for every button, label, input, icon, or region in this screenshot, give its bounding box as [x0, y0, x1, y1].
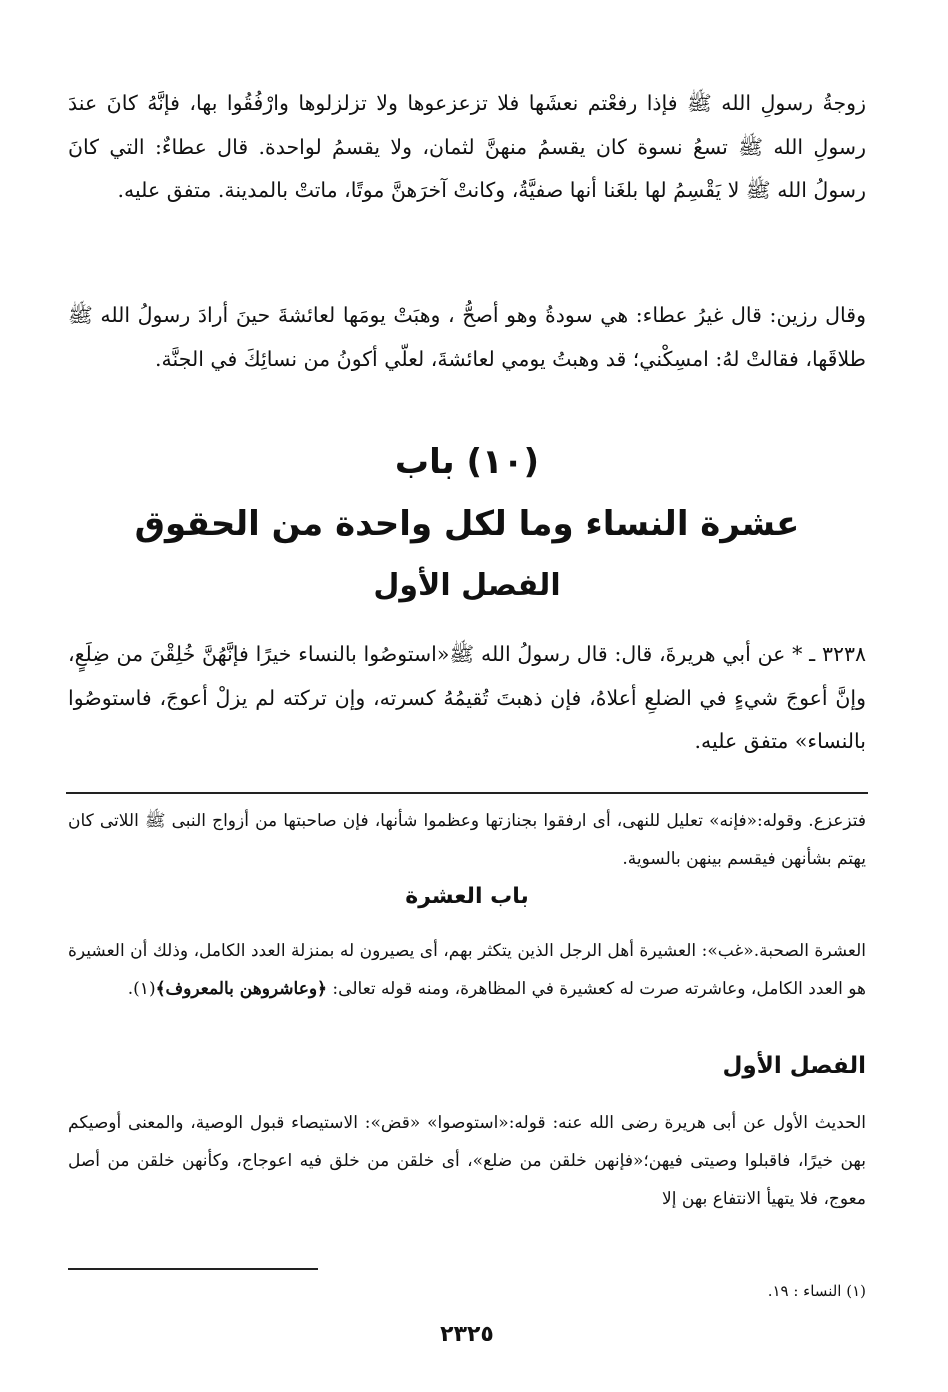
commentary-chapter-heading: باب العشرة	[405, 884, 529, 909]
chapter-number: (١٠) باب	[394, 442, 540, 482]
hadith-continuation-paragraph: زوجةُ رسولِ الله ﷺ فإذا رفعْتم نعشَها فلا تزعزعوها ولا تزلزلوها وارْفُقُوا بها، فإنَّهُ كانَ عندَ رسولِ الله ﷺ تسعُ نسوة كان يقسمُ منهنَّ لثمان، ولا يقسمُ لواحدة. قال عطاءٌ: التي كانَ رسولُ الله ﷺ لا يَقْسِمُ لها بلغَنا أنها صفيَّةُ، وكانتْ آخرَهنَّ موتًا، ماتتْ بالمدينة. متفق عليه.	[68, 91, 866, 202]
commentary-paragraph-3: الحديث الأول عن أبى هريرة رضى الله عنه: قوله:«استوصوا» «قض»: الاستيصاء قبول الوصية، والمعنى أوصيكم بهن خيرًا، فاقبلوا وصيتى فيهن؛«فإنهن خلقن من ضلع»، أى خلقن من خلق فيه اعوجاج، وكأنهن خلقن من أصل معوج، فلا يتهيأ الانتفاع بهن إلا	[68, 1113, 866, 1209]
hadith-3238-paragraph: ٣٢٣٨ ـ * عن أبي هريرةَ، قال: قال رسولُ الله ﷺ«استوصُوا بالنساء خيرًا فإنَّهُنَّ خُلِقْنَ من ضِلَعٍ، وإنَّ أعوجَ شيءٍ في الضلعِ أعلاهُ، فإن ذهبتَ تُقيمُهُ كسرته، وإن تركته لم يزلْ أعوجَ، فاستوصُوا بالنساء» متفق عليه.	[68, 642, 866, 753]
razin-narration-paragraph: وقال رزين: قال غيرُ عطاء: هي سودةُ وهو أصحُّ ، وهبَتْ يومَها لعائشةَ حينَ أرادَ رسولُ الله ﷺ طلاقَها، فقالتْ لهُ: امسِكْني؛ قد وهبتُ يومي لعائشةَ، لعلّي أكونُ من نسائِكَ في الجنَّة.	[68, 303, 866, 371]
quran-quote: ﴿وعاشروهن بالمعروف﴾	[155, 979, 328, 999]
commentary-paragraph-2	[68, 932, 866, 1008]
section-title: الفصل الأول	[373, 568, 561, 603]
page-number: ٢٣٢٥	[440, 1322, 494, 1347]
commentary-divider	[66, 792, 868, 794]
commentary-paragraph-1: فتزعزع. وقوله:«فإنه» تعليل للنهى، أى ارفقوا بجنازتها وعظموا شأنها، فإن صاحبتها من أزواج النبى ﷺ اللاتى كان يهتم بشأنهن فيقسم بينهن بالسوية.	[68, 811, 866, 869]
commentary-paragraph-2-text: العشرة الصحبة.«غب»: العشيرة أهل الرجل الذين يتكثر بهم، أى يصيرون له بمنزلة العدد الكامل، وذلك أن العشيرة هو العدد الكامل، وعاشرته صرت له كعشيرة في المظاهرة، ومنه قوله تعالى:	[68, 941, 866, 999]
footnote: (١) النساء : ١٩.	[767, 1282, 866, 1300]
commentary-section-title: الفصل الأول	[722, 1053, 866, 1079]
chapter-title: عشرة النساء وما لكل واحدة من الحقوق	[134, 504, 800, 544]
book-page	[68, 70, 866, 1392]
footnote-marker: (١).	[127, 979, 156, 999]
footnote-divider	[68, 1268, 318, 1270]
